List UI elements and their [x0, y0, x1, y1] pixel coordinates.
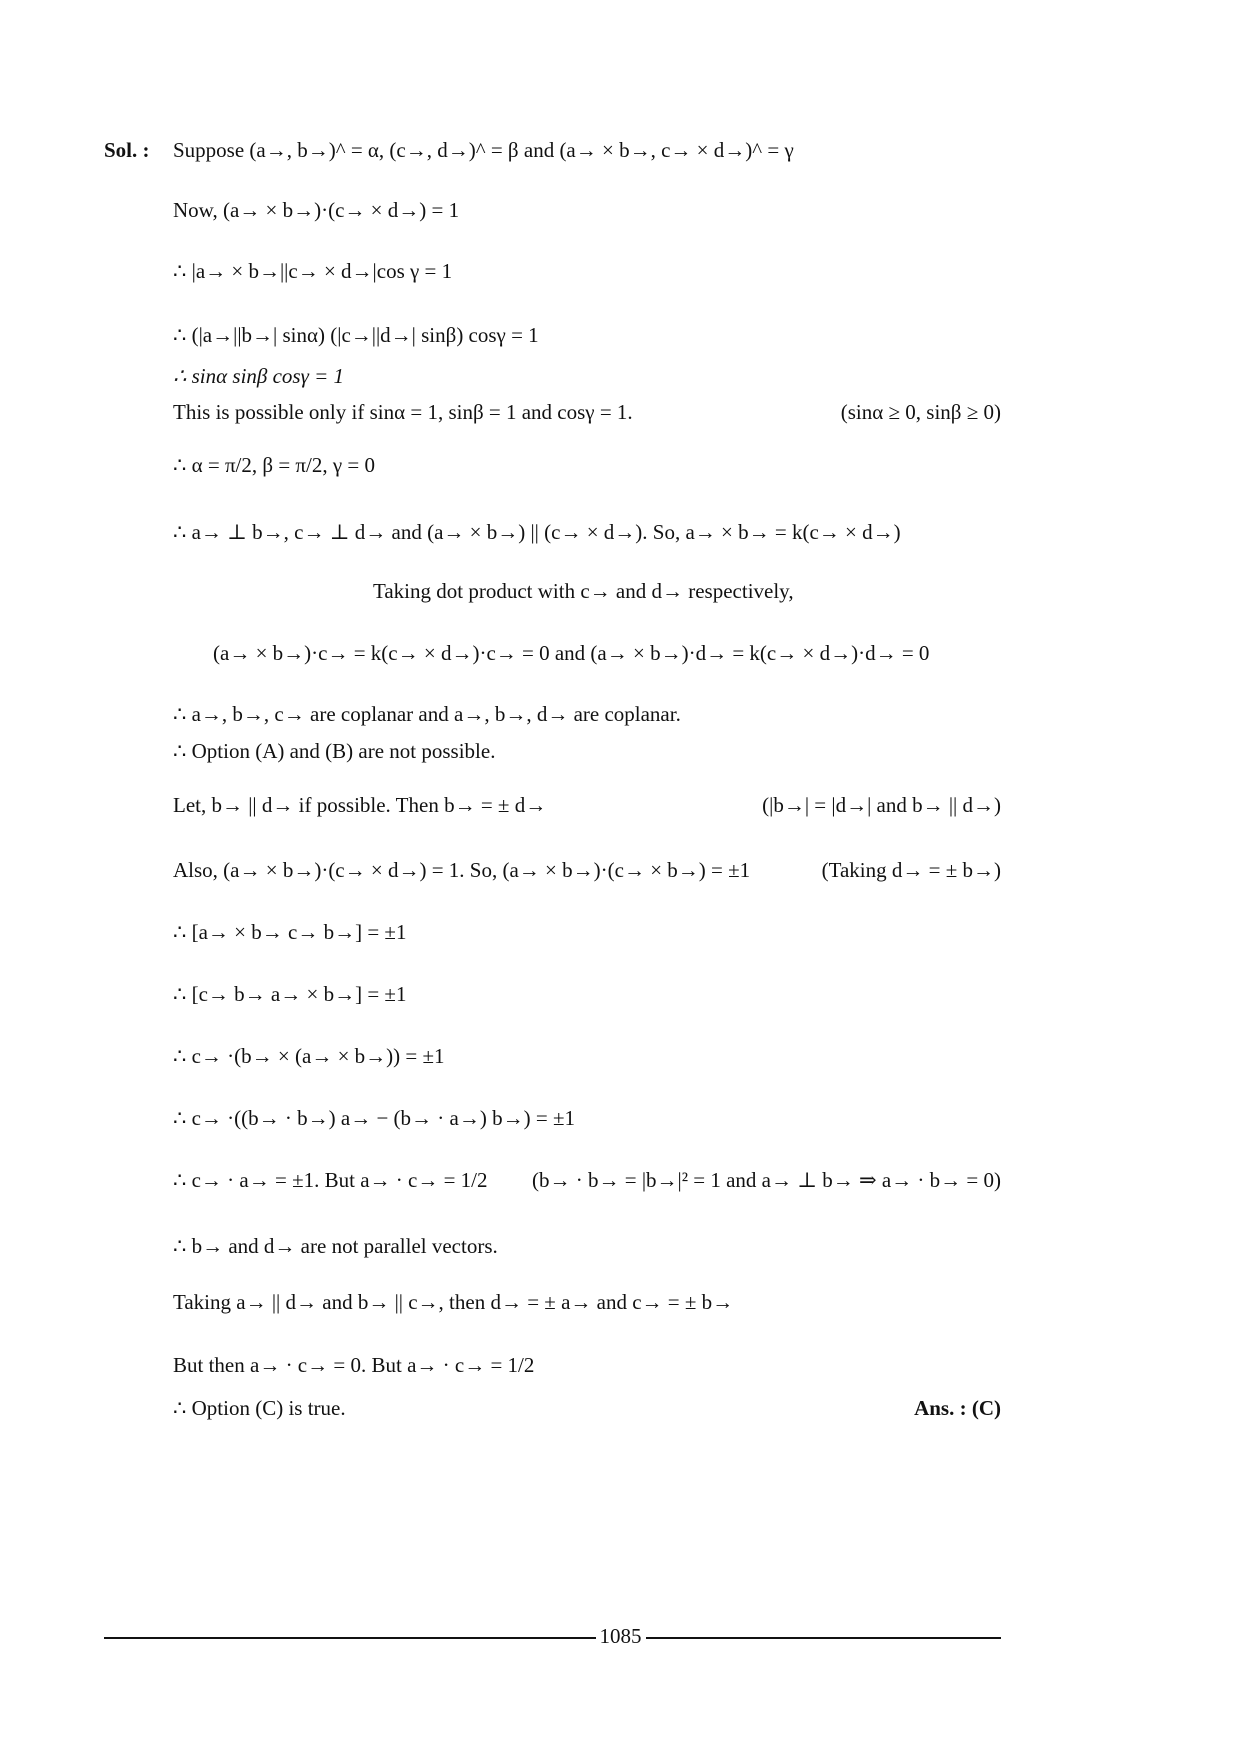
- solution-line: Let, b→ || d→ if possible. Then b→ = ± d→: [173, 793, 547, 817]
- solution-line: Suppose (a→, b→)^ = α, (c→, d→)^ = β and (a→ × b→, c→ × d→)^ = γ: [173, 138, 794, 162]
- solution-line: ∴ [c→ b→ a→ × b→] = ±1: [173, 982, 407, 1006]
- solution-line: ∴ b→ and d→ are not parallel vectors.: [173, 1234, 498, 1258]
- solution-line: ∴ c→ ·(b→ × (a→ × b→)) = ±1: [173, 1044, 445, 1068]
- solution-line: ∴ c→ · a→ = ±1. But a→ · c→ = 1/2: [173, 1168, 488, 1192]
- solution-line: ∴ a→ ⊥ b→, c→ ⊥ d→ and (a→ × b→) || (c→ × d→). So, a→ × b→ = k(c→ × d→): [173, 520, 901, 544]
- solution-line: Taking a→ || d→ and b→ || c→, then d→ = ± a→ and c→ = ± b→: [173, 1290, 734, 1314]
- solution-line: Taking dot product with c→ and d→ respectively,: [373, 579, 794, 603]
- solution-line: ∴ (|a→||b→| sinα) (|c→||d→| sinβ) cosγ = 1: [173, 323, 539, 347]
- solution-line: ∴ α = π/2, β = π/2, γ = 0: [173, 453, 375, 477]
- answer: Ans. : (C): [914, 1396, 1001, 1420]
- solution-line: (a→ × b→)·c→ = k(c→ × d→)·c→ = 0 and (a→ × b→)·d→ = k(c→ × d→)·d→ = 0: [213, 641, 930, 665]
- solution-note: (|b→| = |d→| and b→ || d→): [762, 793, 1001, 817]
- solution-line: ∴ a→, b→, c→ are coplanar and a→, b→, d→ are coplanar.: [173, 702, 681, 726]
- solution-line: Also, (a→ × b→)·(c→ × d→) = 1. So, (a→ × b→)·(c→ × b→) = ±1: [173, 858, 751, 882]
- solution-line: ∴ c→ ·((b→ · b→) a→ − (b→ · a→) b→) = ±1: [173, 1106, 575, 1130]
- solution-line: This is possible only if sinα = 1, sinβ = 1 and cosγ = 1.: [173, 400, 633, 424]
- solution-line: ∴ Option (A) and (B) are not possible.: [173, 739, 496, 763]
- solution-note: (b→ · b→ = |b→|² = 1 and a→ ⊥ b→ ⇒ a→ · b→ = 0): [531, 1168, 1001, 1192]
- solution-line: ∴ sinα sinβ cosγ = 1: [173, 364, 345, 388]
- solution-line: But then a→ · c→ = 0. But a→ · c→ = 1/2: [173, 1353, 535, 1377]
- page-number-text: 1085: [596, 1624, 646, 1648]
- solution-line: ∴ Option (C) is true.: [173, 1396, 346, 1420]
- page-number: [0, 1624, 1241, 1649]
- solution-line: Now, (a→ × b→)·(c→ × d→) = 1: [173, 198, 460, 222]
- solution-line: ∴ [a→ × b→ c→ b→] = ±1: [173, 920, 407, 944]
- solution-note: (sinα ≥ 0, sinβ ≥ 0): [840, 400, 1001, 424]
- solution-label: Sol. :: [104, 138, 150, 162]
- solution-line: ∴ |a→ × b→||c→ × d→|cos γ = 1: [173, 259, 453, 283]
- solution-note: (Taking d→ = ± b→): [821, 858, 1001, 882]
